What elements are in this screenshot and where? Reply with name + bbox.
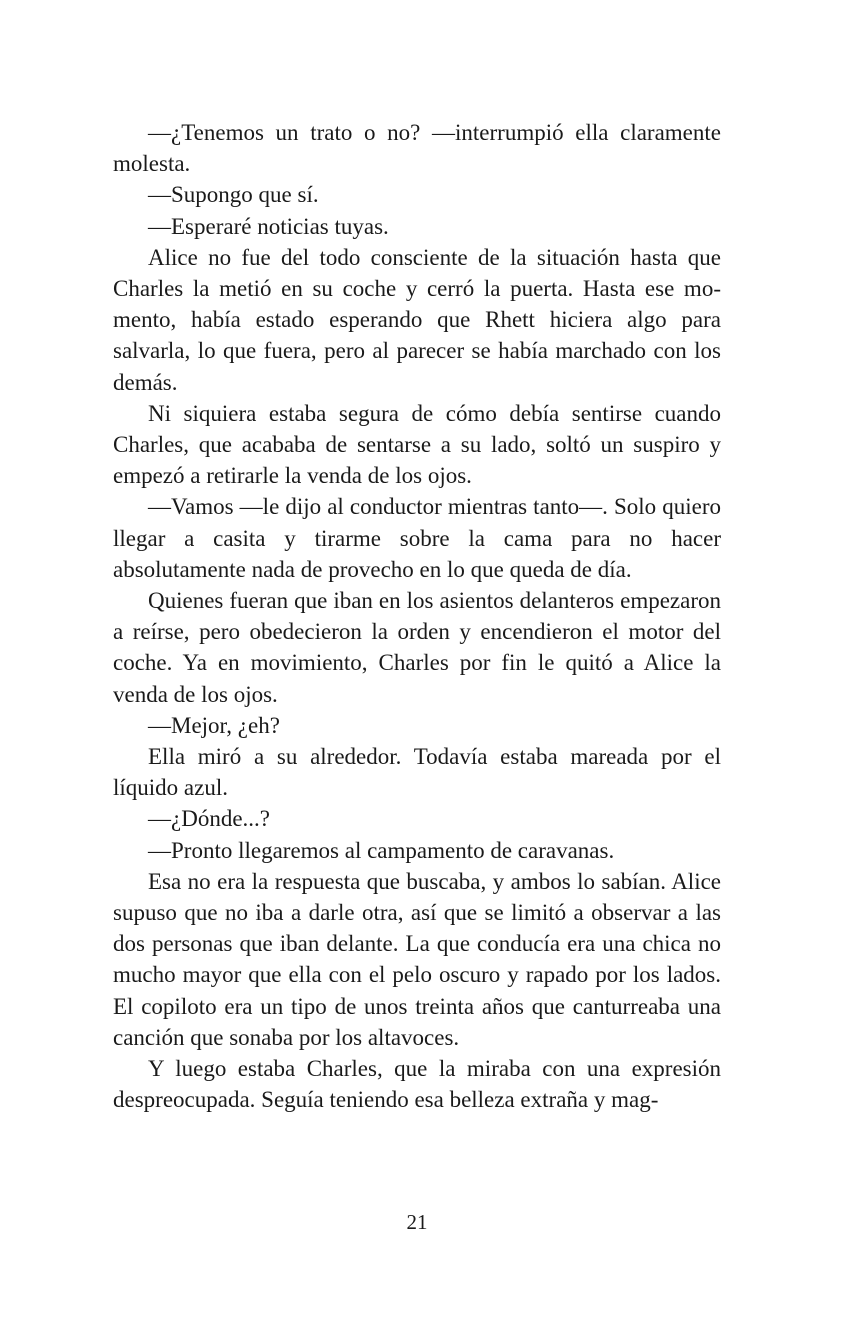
- paragraph: —Mejor, ¿eh?: [148, 712, 280, 738]
- paragraph: —¿Tenemos un trato o no? —interrumpió ella claramente molesta.: [113, 120, 721, 177]
- paragraph: —Esperaré noticias tuyas.: [148, 213, 389, 239]
- paragraph: Quienes fueran que iban en los asientos delanteros empezaron a reírse, pero obedecieron la orden y encendieron el motor del coche. Ya en movimiento, Charles por fin le quitó a Alice la venda de los ojos.: [113, 588, 721, 707]
- paragraph: Ni siquiera estaba segura de cómo debía sentirse cuando Charles, que acababa de sentarse a su lado, soltó un suspiro y empezó a retirarle la venda de los ojos.: [113, 400, 721, 489]
- paragraph: Alice no fue del todo consciente de la situación hasta que Charles la metió en su coche y cerró la puerta. Hasta ese momento, había estado esperando que Rhett hiciera algo para salvarla, lo que fuera, pero al parecer se había marchado con los demás.: [113, 244, 721, 395]
- paragraph: —¿Dónde...?: [148, 806, 270, 832]
- paragraph: Esa no era la respuesta que buscaba, y ambos lo sabían. Alice supuso que no iba a darle otra, así que se limitó a observar a las dos personas que iban delante. La que conducía era una chica no mucho mayor que ella con el pelo oscuro y rapado por los lados. El copiloto era un tipo de unos treinta años que canturreaba una canción que sonaba por los altavoces.: [113, 868, 721, 1050]
- paragraph: —Vamos —le dijo al conductor mientras tanto—. Solo quiero llegar a casita y tirarme sobre la cama para no hacer absolutamente nada de provecho en lo que queda de día.: [113, 494, 721, 582]
- paragraph: —Pronto llegaremos al campamento de caravanas.: [148, 837, 615, 863]
- page-number: 21: [406, 1210, 428, 1234]
- paragraph: —Supongo que sí.: [148, 182, 319, 208]
- paragraph: Ella miró a su alrededor. Todavía estaba mareada por el líquido azul.: [113, 744, 721, 801]
- body-text: [113, 117, 721, 1116]
- paragraph: Y luego estaba Charles, que la miraba con una expresión despreocupada. Seguía teniendo esa belleza extraña y mag-: [113, 1056, 721, 1113]
